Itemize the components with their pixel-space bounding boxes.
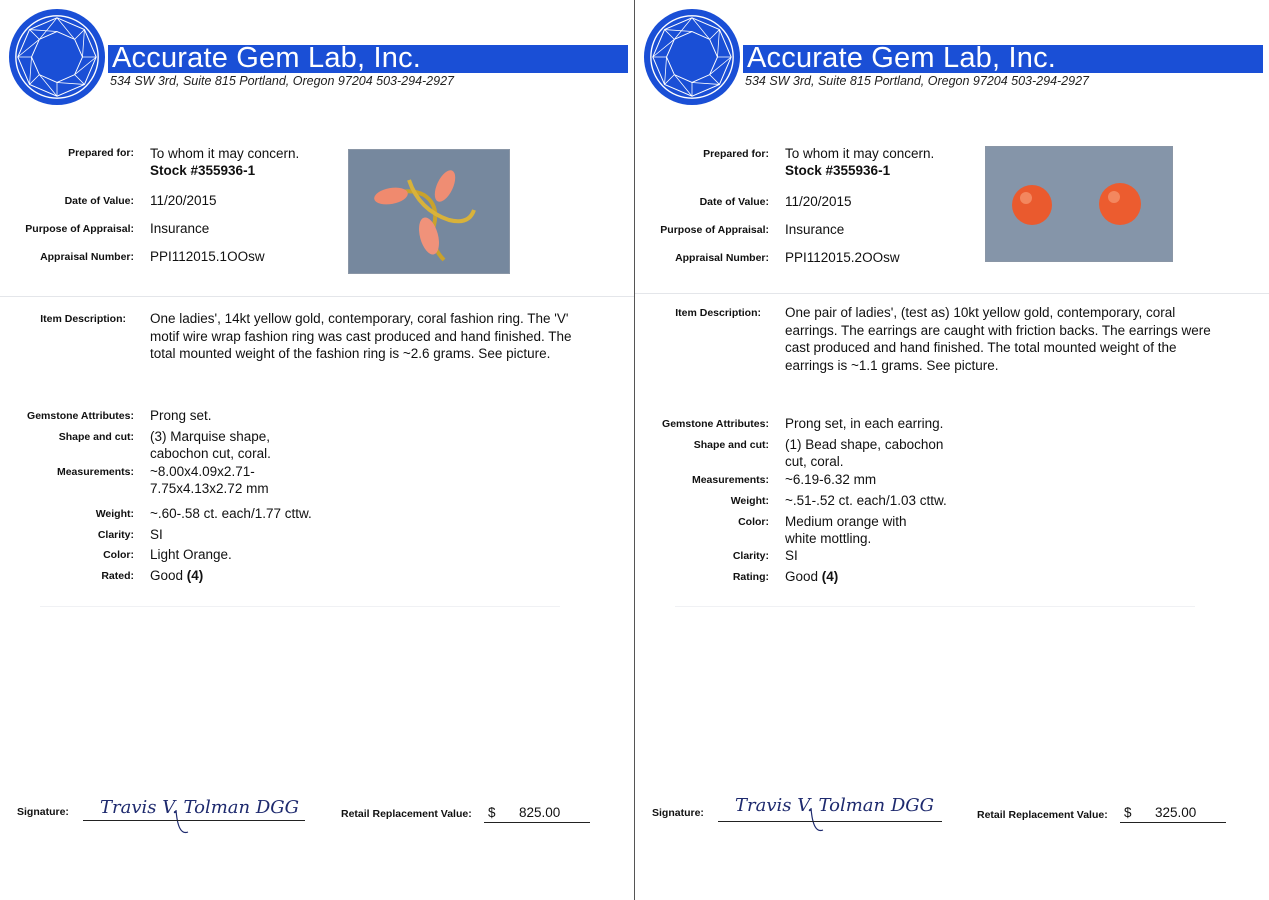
appraisal-sheet-ring [0, 0, 634, 900]
stock-number: Stock #355936-1 [785, 163, 891, 178]
weight-label: Weight: [730, 495, 769, 507]
section-divider [0, 296, 634, 297]
retail-value-line [484, 822, 590, 823]
clarity-value: SI [150, 527, 163, 542]
prepared-for-value: To whom it may concern. [785, 146, 935, 161]
company-name: Accurate Gem Lab, Inc. [112, 42, 422, 74]
svg-text:Travis V. Tolman DGG: Travis V. Tolman DGG [735, 795, 935, 816]
gemstone-attributes-label: Gemstone Attributes: [662, 418, 769, 430]
appraisal-number-value: PPI112015.1OOsw [150, 249, 265, 264]
shape-cut-label: Shape and cut: [693, 439, 769, 451]
clarity-label: Clarity: [97, 529, 134, 541]
measurements-label: Measurements: [691, 474, 769, 486]
shape-cut-value: (1) Bead shape, cabochon cut, coral. [785, 437, 944, 469]
measurements-value: ~8.00x4.09x2.71- 7.75x4.13x2.72 mm [150, 464, 269, 496]
signature-label: Signature: [652, 807, 704, 819]
appraisal-number-label: Appraisal Number: [40, 251, 134, 263]
company-name: Accurate Gem Lab, Inc. [747, 42, 1057, 74]
appraisal-number-label: Appraisal Number: [675, 252, 769, 264]
section-divider [675, 606, 1195, 607]
gemstone-attributes-label: Gemstone Attributes: [27, 410, 134, 422]
retail-value-label: Retail Replacement Value: [977, 809, 1108, 821]
measurements-label: Measurements: [56, 466, 134, 478]
appraisal-sheet-earrings [635, 0, 1269, 900]
weight-value: ~.51-.52 ct. each/1.03 cttw. [785, 493, 947, 508]
purpose-label: Purpose of Appraisal: [660, 224, 769, 236]
appraisal-number-value: PPI112015.2OOsw [785, 250, 900, 265]
item-description: One ladies', 14kt yellow gold, contemporary, coral fashion ring. The 'V' motif wire wrap fashion ring was cast produced and hand finished. The total mounted weight of the fashion ring is ~2.6 grams. See picture. [150, 311, 572, 361]
signature-line [718, 821, 942, 822]
date-value: 11/20/2015 [785, 194, 852, 209]
signature-image [98, 788, 300, 836]
signature-image [733, 788, 935, 836]
date-value: 11/20/2015 [150, 193, 217, 208]
color-label: Color: [103, 549, 134, 561]
rated-label: Rated: [101, 570, 134, 582]
rated-value: Good (4) [150, 568, 204, 583]
purpose-value: Insurance [150, 221, 210, 236]
item-description-label: Item Description: [40, 313, 126, 325]
prepared-for-label: Prepared for: [68, 147, 134, 159]
company-address: 534 SW 3rd, Suite 815 Portland, Oregon 97204 503-294-2927 [110, 74, 454, 88]
date-label: Date of Value: [64, 195, 134, 207]
section-divider [635, 293, 1269, 294]
shape-cut-label: Shape and cut: [58, 431, 134, 443]
color-label: Color: [738, 516, 769, 528]
weight-label: Weight: [95, 508, 134, 520]
stock-number: Stock #355936-1 [150, 163, 256, 178]
item-description-label: Item Description: [675, 307, 761, 319]
retail-value-label: Retail Replacement Value: [341, 808, 472, 820]
retail-value-line [1120, 822, 1226, 823]
purpose-label: Purpose of Appraisal: [25, 223, 134, 235]
purpose-value: Insurance [785, 222, 845, 237]
company-address: 534 SW 3rd, Suite 815 Portland, Oregon 97204 503-294-2927 [745, 74, 1089, 88]
clarity-value: SI [785, 548, 798, 563]
shape-cut-value: (3) Marquise shape, cabochon cut, coral. [150, 429, 271, 461]
rating-label: Rating: [732, 571, 769, 583]
item-description: One pair of ladies', (test as) 10kt yellow gold, contemporary, coral earrings. The earrings are caught with friction backs. The earrings were cast produced and hand finished. The total mounted weight of the earrings is ~1.1 grams. See picture. [785, 305, 1211, 373]
prepared-for-label: Prepared for: [703, 148, 769, 160]
gemstone-attributes-value: Prong set. [150, 408, 212, 423]
currency-symbol: $ [1124, 805, 1132, 820]
section-divider [40, 606, 560, 607]
signature-label: Signature: [17, 806, 69, 818]
measurements-value: ~6.19-6.32 mm [785, 472, 877, 487]
svg-text:Travis V. Tolman DGG: Travis V. Tolman DGG [100, 797, 300, 818]
retail-value: 825.00 [519, 805, 561, 820]
earrings-photo [985, 146, 1173, 262]
color-value: Medium orange with white mottling. [785, 514, 907, 546]
ring-photo [348, 149, 510, 274]
date-label: Date of Value: [699, 196, 769, 208]
rating-value: Good (4) [785, 569, 839, 584]
clarity-label: Clarity: [732, 550, 769, 562]
currency-symbol: $ [488, 805, 496, 820]
prepared-for-value: To whom it may concern. [150, 146, 300, 161]
gemstone-attributes-value: Prong set, in each earring. [785, 416, 944, 431]
gem-logo-icon [643, 8, 741, 106]
weight-value: ~.60-.58 ct. each/1.77 cttw. [150, 506, 312, 521]
color-value: Light Orange. [150, 547, 232, 562]
gem-logo-icon [8, 8, 106, 106]
retail-value: 325.00 [1155, 805, 1197, 820]
signature-line [83, 820, 305, 821]
